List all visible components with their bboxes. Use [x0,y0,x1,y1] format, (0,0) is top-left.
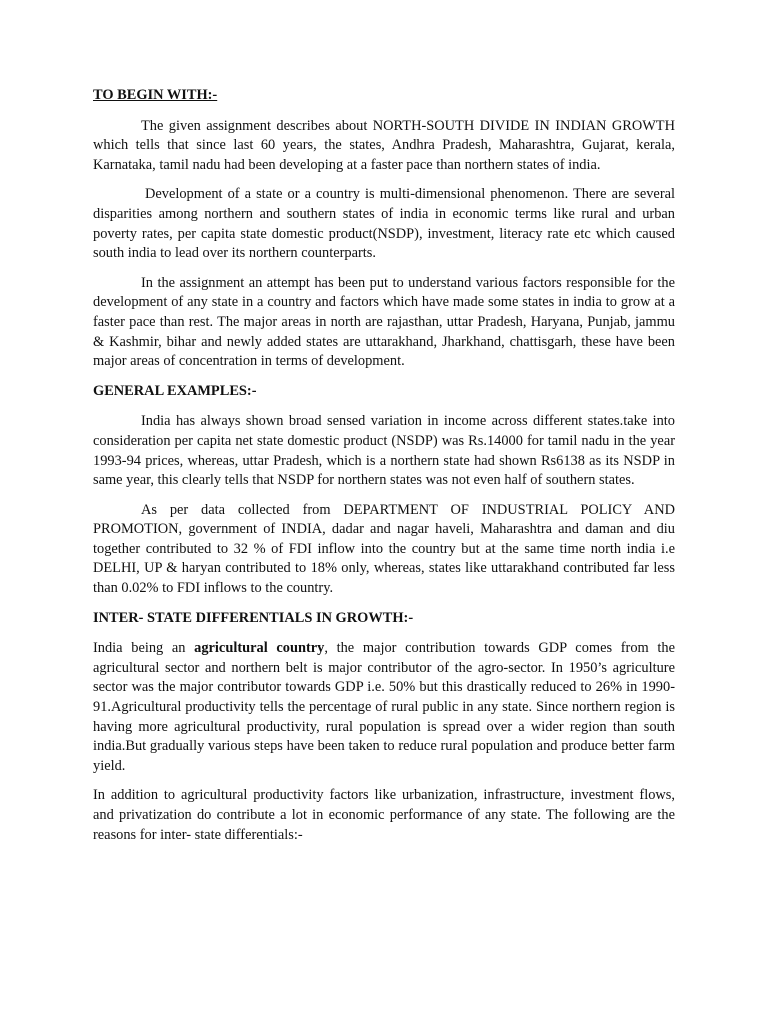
section-heading-general-examples: GENERAL EXAMPLES:- [93,382,257,399]
paragraph-assignment-attempt: In the assignment an attempt has been put to understand various factors responsible for the development of any state in a country and factors which have made some states in india to grow at a faster pace than rest. The major areas in north are rajasthan, uttar Pradesh, Haryana, Punjab, jammu & Kashmir, bihar and newly added states are uttarakhand, Jharkhand, chattisgarh, these have been major areas of concentration in terms of development. [93,274,675,370]
agriculture-text-rest: , the major contribution towards GDP comes from the agricultural sector and northern belt is major contributor of the agro-sector. In 1950’s agriculture sector was the major contributor towards GDP i.e. 50% but this drastically reduced to 26% in 1990-91.Agricultural productivity tells the percentage of rural public in any state. Since northern region is having more agricultural productivity, rural population is spread over a wider region than south india.But gradually various steps have been taken to reduce rural population and produce better farm yield. [93,640,675,774]
agricultural-country-emphasis: agricultural country [194,640,325,657]
paragraph-other-factors: In addition to agricultural productivity factors like urbanization, infrastructure, investment flows, and privatization do contribute a lot in economic performance of any state. The following are the reasons for inter- state differentials:- [93,787,675,843]
document-page [93,86,675,855]
paragraph-nsdp-variation: India has always shown broad sensed variation in income across different states.take into consideration per capita net state domestic product (NSDP) was Rs.14000 for tamil nadu in the year 1993-94 prices, whereas, uttar Pradesh, which is a northern state had shown Rs6138 as its NSDP in same year, this clearly tells that NSDP for northern states was not even half of southern states. [93,413,675,489]
agriculture-text-start: India being an [93,640,195,657]
paragraph-intro: The given assignment describes about NORTH-SOUTH DIVIDE IN INDIAN GROWTH which tells that since last 60 years, the states, Andhra Pradesh, Maharashtra, Gujarat, kerala, Karnataka, tamil nadu had been developing at a faster pace than northern states of india. [93,117,675,173]
section-heading-inter-state: INTER- STATE DIFFERENTIALS IN GROWTH:- [93,609,414,626]
paragraph-agriculture [93,639,675,776]
paragraph-development: Development of a state or a country is multi-dimensional phenomenon. There are several disparities among northern and southern states of india in economic terms like rural and urban poverty rates, per capita state domestic product(NSDP), investment, literacy rate etc which caused south india to lead over its northern counterparts. [93,186,675,262]
paragraph-fdi-data: As per data collected from DEPARTMENT OF INDUSTRIAL POLICY AND PROMOTION, government of INDIA, dadar and nagar haveli, Maharashtra and daman and diu together contributed to 32 % of FDI inflow into the country but at the same time north india i.e DELHI, UP & haryan contributed to 18% only, whereas, states like uttarakhand contributed far less than 0.02% to FDI inflows to the country. [93,501,675,597]
section-heading-begin: TO BEGIN WITH:- [93,87,218,103]
